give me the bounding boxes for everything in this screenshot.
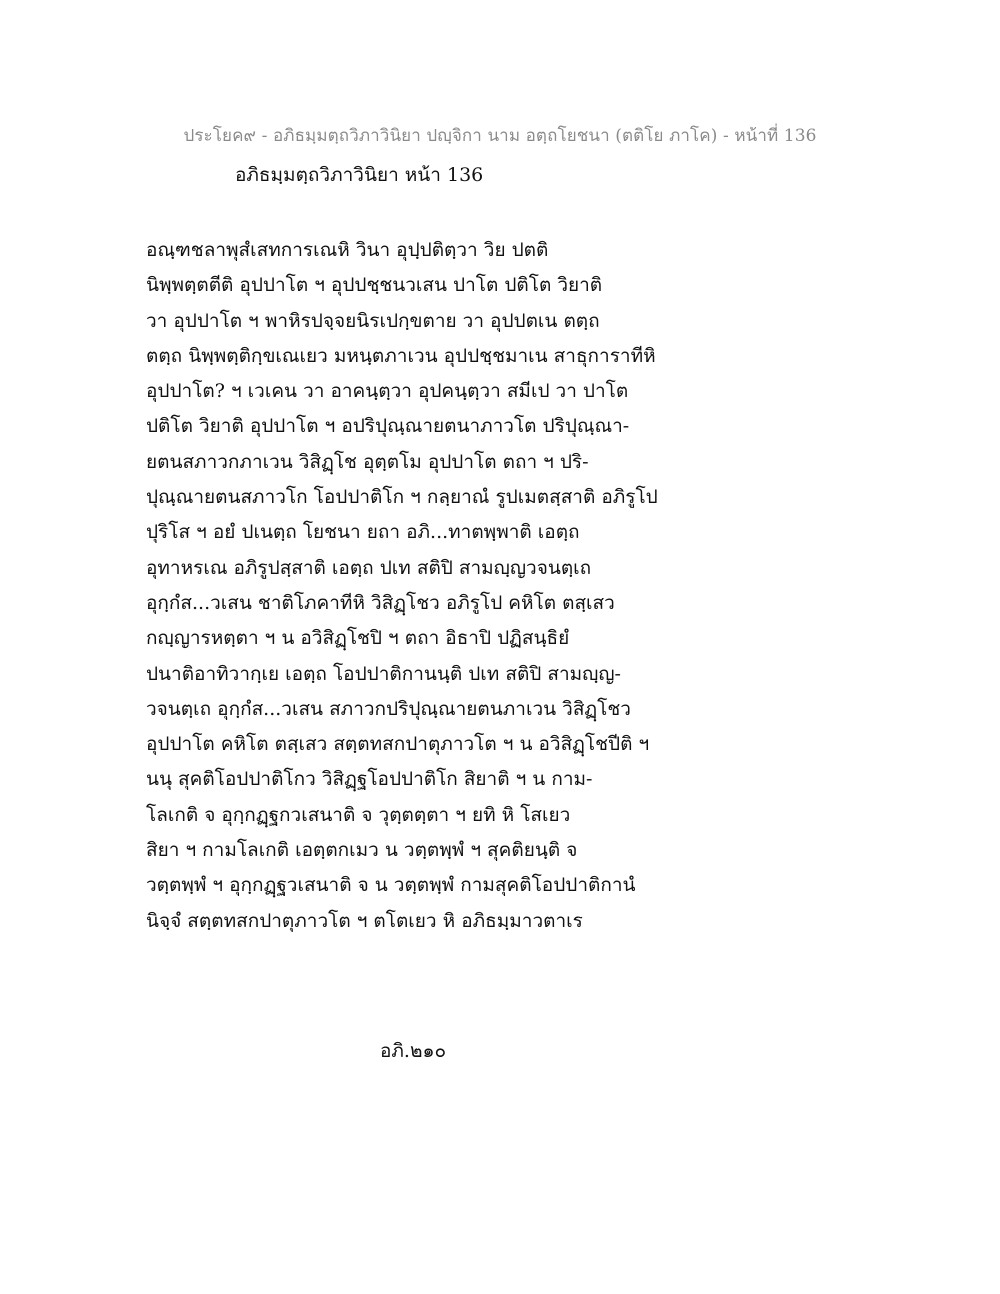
body-line: โลเกติ จ อุกฺกฏฺฐกวเสนาติ จ วุตฺตตฺตา ฯ ยทิ หิ โสเยว	[146, 803, 571, 826]
body-text	[146, 233, 846, 939]
body-line: กญฺญารหตฺตา ฯ น อวิสิฏฺโชปิ ฯ ตถา อิธาปิ ปฏิสนฺธิยํ	[146, 627, 570, 650]
body-line: สิยา ฯ กามโลเกติ เอตฺตกเมว น วตฺตพฺพํ ฯ สุคติยนฺติ จ	[146, 839, 578, 862]
body-line: ตตฺถ นิพฺพตฺติกฺขเณเยว มหนฺตภาเวน อุปปชฺชมาเน สาธุการาทีหิ	[146, 344, 656, 367]
body-line: ปนาติอาทิวากฺเย เอตฺถ โอปปาติกานนฺติ ปเท สติปิ สามญฺญ-	[146, 662, 621, 685]
body-line: อุทาหรเณ อภิรูปสฺสาติ เอตฺถ ปเท สติปิ สามญฺญวจนตฺเถ	[146, 556, 592, 579]
body-line: ปุริโส ฯ อยํ ปเนตฺถ โยชนา ยถา อภิ...ทาตพฺพาติ เอตฺถ	[146, 521, 580, 544]
body-line: วตฺตพฺพํ ฯ อุกฺกฏฺฐวเสนาติ จ น วตฺตพฺพํ กามสุคติโอปปาติกานํ	[146, 874, 636, 897]
body-line: นิจฺจํ สตฺตทสกปาตุภาวโต ฯ ตโตเยว หิ อภิธมฺมาวตาเร	[146, 909, 583, 932]
body-line: วจนตฺเถ อุกฺกํส...วเสน สภาวกปริปุณฺณายตนภาเวน วิสิฏฺโชว	[146, 697, 631, 720]
body-line: นนุ สุคติโอปปาติโกว วิสิฏฺฐโอปปาติโก สิยาติ ฯ น กาม-	[146, 768, 593, 791]
body-line: อุปปาโต คหิโต ตสฺเสว สตฺตทสกปาตุภาวโต ฯ น อวิสิฏฺโชปีติ ฯ	[146, 733, 650, 756]
body-line: นิพฺพตฺตตีติ อุปปาโต ฯ อุปปชฺชนวเสน ปาโต ปติโต วิยาติ	[146, 274, 603, 297]
footer-reference: อภิ.๒๑๐	[380, 1040, 447, 1062]
page-heading: อภิธมฺมตฺถวิภาวินิยา หน้า 136	[235, 164, 484, 186]
body-line: อุปปาโต? ฯ เวเคน วา อาคนฺตฺวา อุปคนฺตฺวา สมีเป วา ปาโต	[146, 380, 629, 403]
body-line: ปุณฺณายตนสภาวโก โอปปาติโก ฯ กลฺยาณํ รูปเมตสฺสาติ อภิรูโป	[146, 486, 658, 509]
running-header: ประโยค๙ - อภิธมฺมตฺถวิภาวินิยา ปญฺจิกา นาม อตฺถโยชนา (ตติโย ภาโค) - หน้าที่ 136	[183, 126, 817, 146]
body-line: อณฺฑชลาพุสํเสทการเณหิ วินา อุปฺปติตฺวา วิย ปตติ	[146, 239, 549, 261]
body-line: วา อุปปาโต ฯ พาหิรปจฺจยนิรเปกฺขตาย วา อุปปตเน ตตฺถ	[146, 309, 600, 332]
body-line: อุกฺกํส...วเสน ชาติโภคาทีหิ วิสิฏฺโชว อภิรูโป คหิโต ตสฺเสว	[146, 591, 615, 614]
body-line: ปติโต วิยาติ อุปปาโต ฯ อปริปุณฺณายตนาภาวโต ปริปุณฺณา-	[146, 415, 630, 438]
body-line: ยตนสภาวกภาเวน วิสิฏฺโช อุตฺตโม อุปปาโต ตถา ฯ ปริ-	[146, 450, 589, 473]
